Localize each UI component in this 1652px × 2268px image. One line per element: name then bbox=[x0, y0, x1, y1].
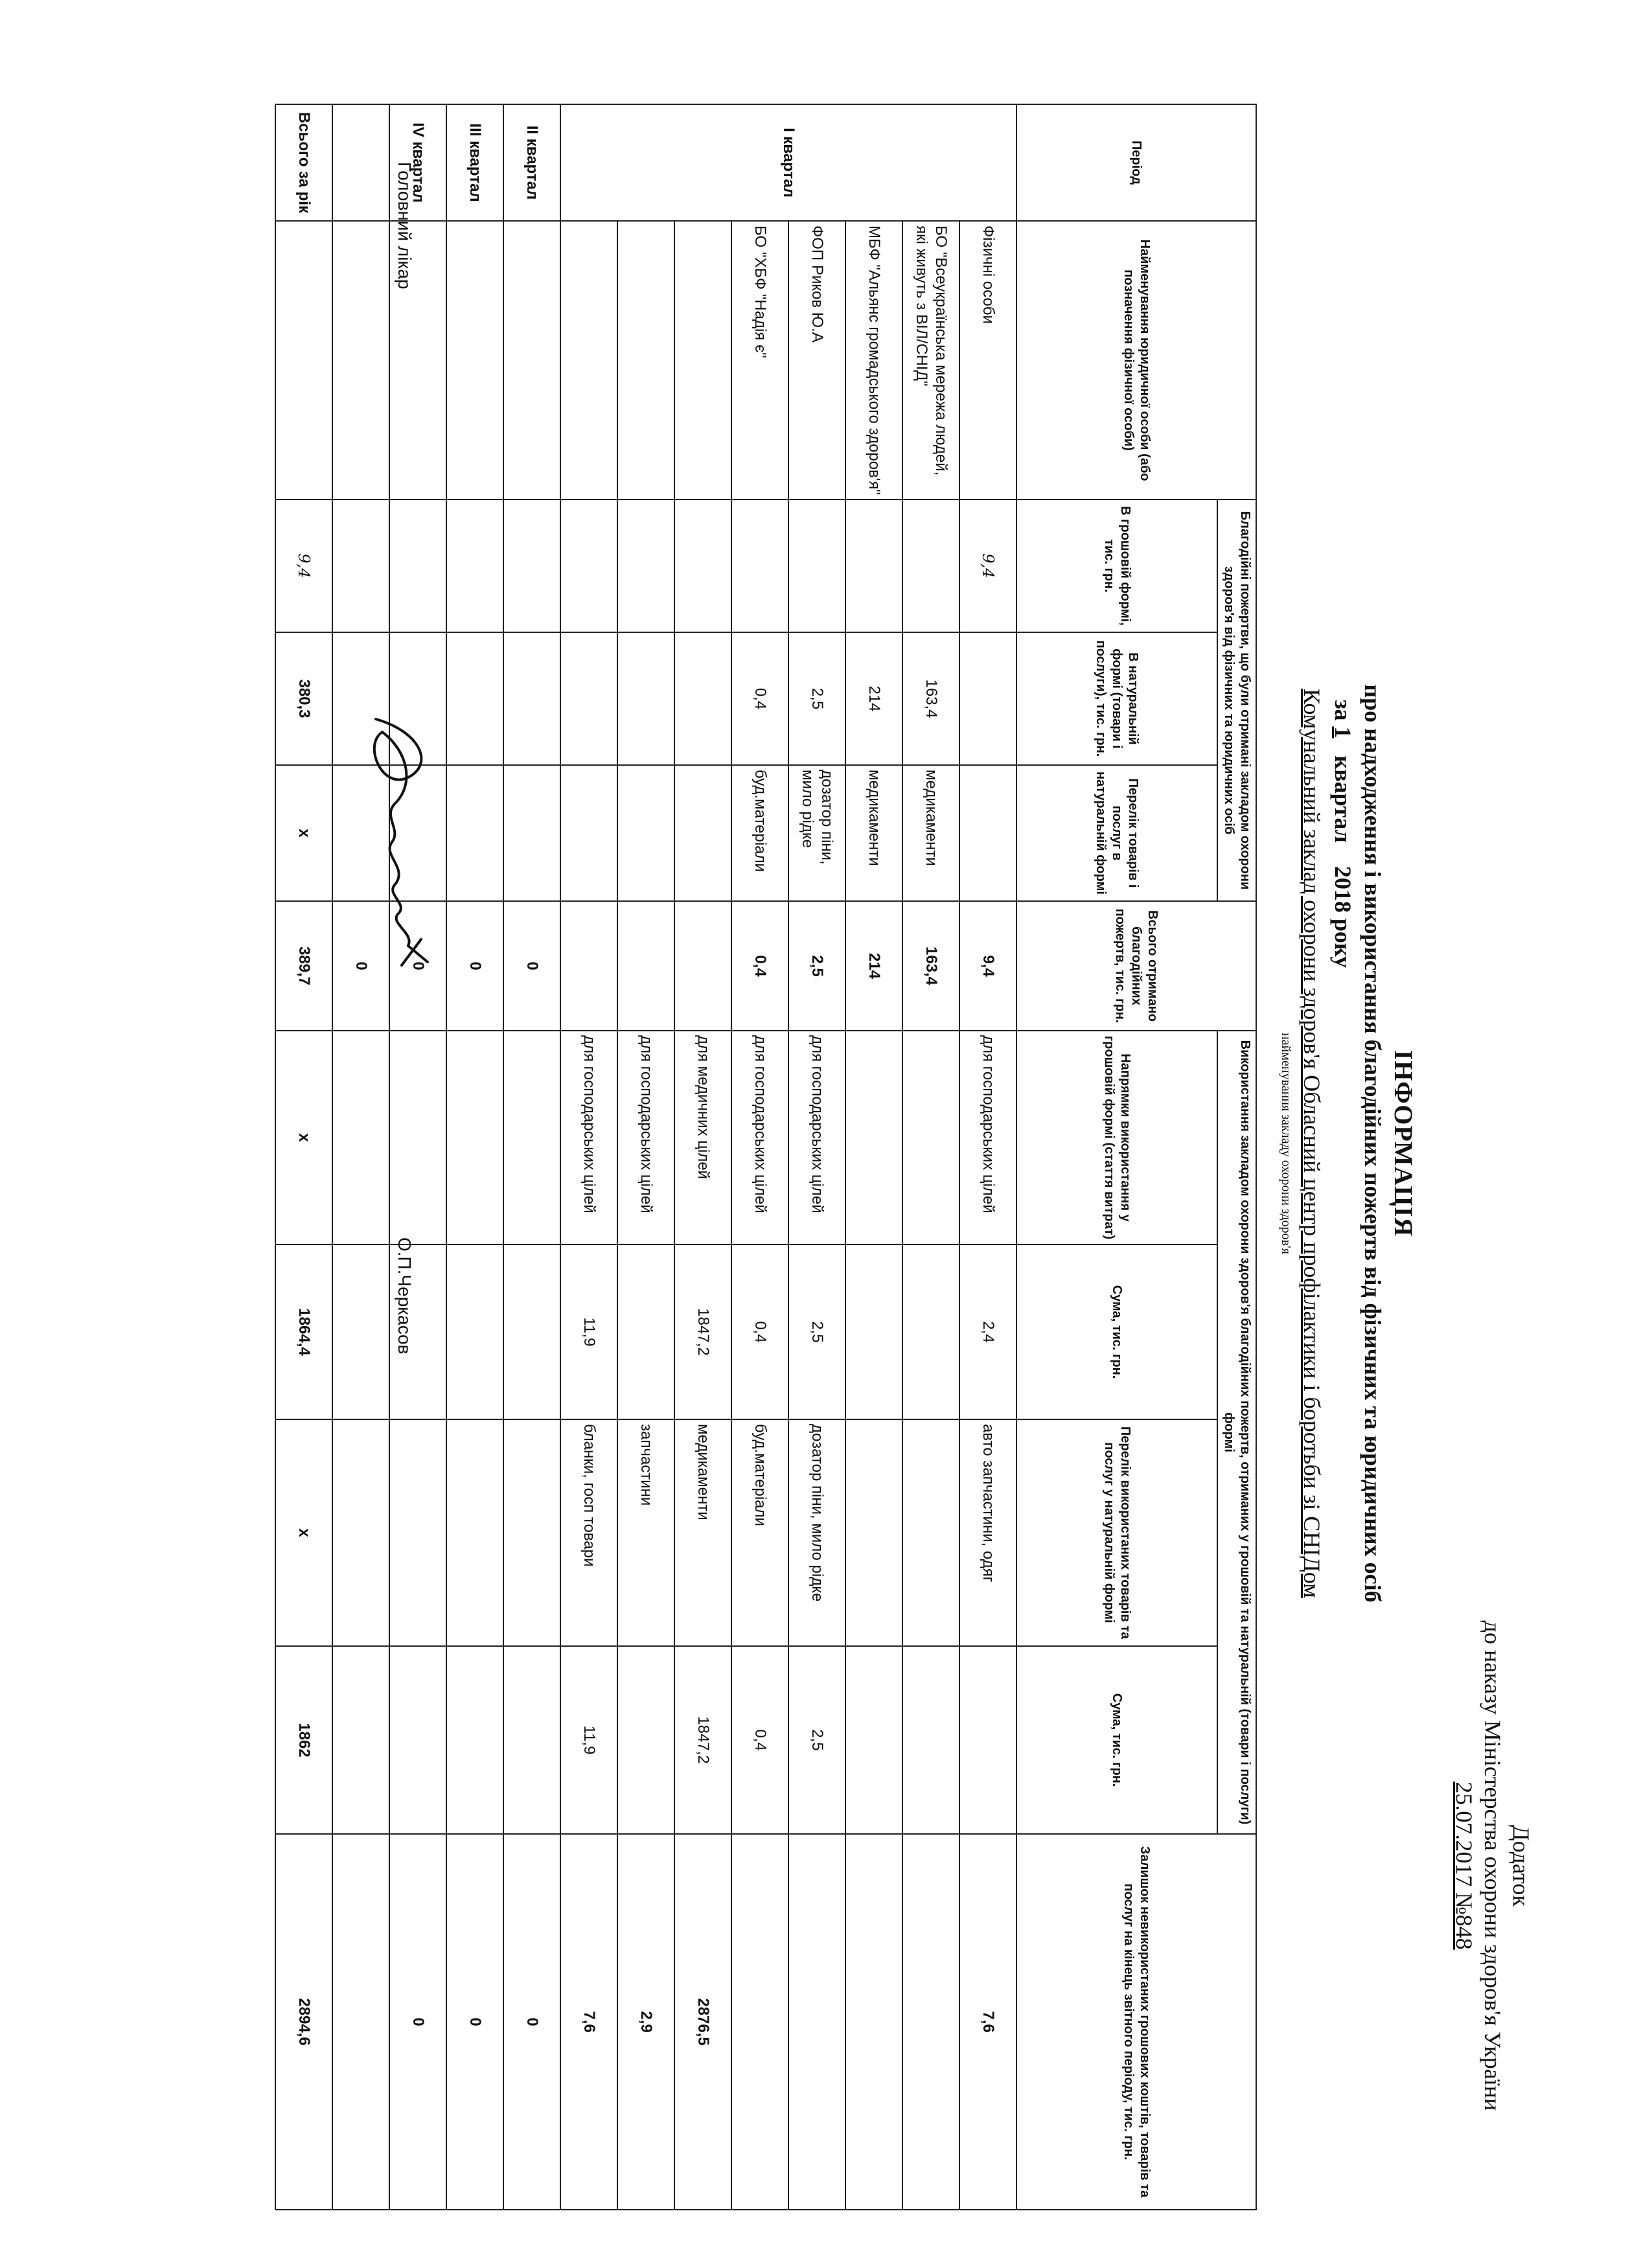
total-value bbox=[617, 901, 674, 1031]
usage-list bbox=[845, 1419, 902, 1646]
kind-list: дозатор піни, мило рідке bbox=[788, 765, 845, 901]
total-list: x bbox=[275, 1419, 332, 1646]
total-kind: 380,3 bbox=[275, 632, 332, 765]
kind-value bbox=[674, 632, 731, 765]
total-dir: x bbox=[275, 1031, 332, 1244]
usage-direction: для господарських цілей bbox=[959, 1031, 1016, 1244]
total-kind-list: x bbox=[275, 765, 332, 901]
kind-value bbox=[617, 632, 674, 765]
total-value: 0 bbox=[389, 901, 446, 1031]
table-row bbox=[959, 104, 1016, 2210]
usage-direction: для господарських цілей bbox=[731, 1031, 788, 1244]
usage-direction bbox=[845, 1031, 902, 1244]
chief-doctor-label: Головний лікар bbox=[395, 162, 415, 290]
quarter-row bbox=[389, 104, 446, 2210]
balance-value: 0 bbox=[503, 1834, 560, 2210]
usage-sum2 bbox=[617, 1646, 674, 1834]
doc-title: ІНФОРМАЦІЯ bbox=[1389, 1049, 1418, 1237]
th-total-received: Всього отримано благодійних пожертв, тис. грн. bbox=[1016, 901, 1256, 1031]
kind-value bbox=[959, 632, 1016, 765]
donor-name bbox=[617, 221, 674, 499]
balance-value bbox=[845, 1834, 902, 2210]
total-sum2: 1862 bbox=[275, 1646, 332, 1834]
balance-value bbox=[332, 1834, 389, 2210]
table-row bbox=[902, 104, 959, 2210]
th-balance: Залишок невикористаних грошових коштів, товарів та послуг на кінець звітного періоду, тис. грн. bbox=[1016, 1834, 1256, 2210]
usage-list: авто запчастини, одяг bbox=[959, 1419, 1016, 1646]
th-usage-sum1: Сума, тис. грн. bbox=[1016, 1244, 1217, 1419]
rotated-page bbox=[295, 58, 1548, 2228]
total-value: 214 bbox=[845, 901, 902, 1031]
donor-name: ФОП Риков Ю.А bbox=[788, 221, 845, 499]
total-value: 0 bbox=[503, 901, 560, 1031]
th-usage-sum2: Сума, тис. грн. bbox=[1016, 1646, 1217, 1834]
th-kind: В натуральній формі (товари і послуги), тис. грн. bbox=[1016, 632, 1217, 765]
usage-sum1: 11,9 bbox=[560, 1244, 617, 1419]
quarter-label: I квартал bbox=[560, 104, 1016, 221]
kind-list: медикаменти bbox=[902, 765, 959, 901]
total-value: 2,5 bbox=[788, 901, 845, 1031]
usage-sum2: 1847,2 bbox=[674, 1646, 731, 1834]
usage-sum2: 2,5 bbox=[788, 1646, 845, 1834]
th-usage-group: Використання закладом охорони здоров'я благодійних пожертв, отриманих у грошовій та натуральній (товари і послуги) формі bbox=[1217, 1031, 1256, 1834]
th-received-group: Благодійні пожертви, що були отримані закладом охорони здоров'я від фізичних та юридичних осіб bbox=[1217, 499, 1256, 901]
balance-value: 0 bbox=[389, 1834, 446, 2210]
donor-name: Фізичні особи bbox=[959, 221, 1016, 499]
usage-sum2 bbox=[902, 1646, 959, 1834]
balance-value: 0 bbox=[446, 1834, 503, 2210]
period-number: 1 bbox=[1330, 726, 1356, 739]
quarter-label bbox=[332, 104, 389, 221]
total-value bbox=[560, 901, 617, 1031]
total-value: 0 bbox=[332, 901, 389, 1031]
usage-sum1: 2,4 bbox=[959, 1244, 1016, 1419]
donations-table bbox=[275, 104, 1257, 2210]
total-value: 163,4 bbox=[902, 901, 959, 1031]
usage-sum1: 1847,2 bbox=[674, 1244, 731, 1419]
cash-value bbox=[674, 499, 731, 632]
cash-value bbox=[731, 499, 788, 632]
total-cash: 9,4 bbox=[275, 499, 332, 632]
usage-sum2 bbox=[845, 1646, 902, 1834]
usage-list: буд.матеріали bbox=[731, 1419, 788, 1646]
kind-list bbox=[959, 765, 1016, 901]
signature-image bbox=[350, 706, 447, 978]
total-value bbox=[674, 901, 731, 1031]
cash-value bbox=[902, 499, 959, 632]
total-row bbox=[275, 104, 332, 2210]
appendix-header bbox=[1450, 1542, 1535, 2190]
quarter-row bbox=[503, 104, 560, 2210]
usage-sum2: 0,4 bbox=[731, 1646, 788, 1834]
donor-name: БО "ХБФ "Надія є" bbox=[731, 221, 788, 499]
cash-value bbox=[617, 499, 674, 632]
usage-direction bbox=[902, 1031, 959, 1244]
th-cash: В грошовій формі, тис. грн. bbox=[1016, 499, 1217, 632]
kind-value: 214 bbox=[845, 632, 902, 765]
kind-value: 0,4 bbox=[731, 632, 788, 765]
cash-value bbox=[560, 499, 617, 632]
kind-list bbox=[674, 765, 731, 901]
balance-value bbox=[902, 1834, 959, 2210]
usage-list: бланки, госп товари bbox=[560, 1419, 617, 1646]
th-usage-dir: Напрямки використання у грошовій формі (стаття витрат) bbox=[1016, 1031, 1217, 1244]
quarter-label: II квартал bbox=[503, 104, 560, 221]
quarter-label: IV квартал bbox=[389, 104, 446, 221]
cash-value bbox=[788, 499, 845, 632]
kind-list: медикаменти bbox=[845, 765, 902, 901]
table-row bbox=[788, 104, 845, 2210]
table-row bbox=[560, 104, 617, 2210]
report-period: за 1 квартал 2018 року bbox=[1330, 700, 1356, 968]
institution-name: Комунальний заклад охорони здоров'я Обласний центр профілактики і боротьби зі СНІДом bbox=[1299, 689, 1325, 1598]
total-value: 0,4 bbox=[731, 901, 788, 1031]
balance-value: 2876,5 bbox=[674, 1834, 731, 2210]
appendix-date: 25.07.2017 №848 bbox=[1451, 1781, 1477, 1950]
total-value: 9,4 bbox=[959, 901, 1016, 1031]
usage-list: медикаменти bbox=[674, 1419, 731, 1646]
appendix-order: до наказу Міністерства охорони здоров'я України bbox=[1480, 1620, 1506, 2111]
usage-sum1: 2,5 bbox=[788, 1244, 845, 1419]
quarter-row bbox=[332, 104, 389, 2210]
cash-value bbox=[845, 499, 902, 632]
kind-list bbox=[617, 765, 674, 901]
usage-list: дозатор піни, мило рідке bbox=[788, 1419, 845, 1646]
table-row bbox=[731, 104, 788, 2210]
usage-sum1 bbox=[845, 1244, 902, 1419]
kind-value: 2,5 bbox=[788, 632, 845, 765]
th-kind-list: Перелік товарів і послуг в натуральній формі bbox=[1016, 765, 1217, 901]
usage-sum1 bbox=[902, 1244, 959, 1419]
total-received: 389,7 bbox=[275, 901, 332, 1031]
donor-name bbox=[674, 221, 731, 499]
doc-subtitle: про надходження і використання благодійних пожертв від фізичних та юридичних осіб bbox=[1360, 684, 1386, 1603]
chief-doctor-name: О.П.Черкасов bbox=[395, 1237, 415, 1355]
donor-name bbox=[560, 221, 617, 499]
kind-value bbox=[560, 632, 617, 765]
usage-direction: для господарських цілей bbox=[617, 1031, 674, 1244]
usage-sum2 bbox=[959, 1646, 1016, 1834]
kind-list: буд.матеріали bbox=[731, 765, 788, 901]
usage-direction: для господарських цілей bbox=[788, 1031, 845, 1244]
usage-sum1 bbox=[617, 1244, 674, 1419]
table-row bbox=[617, 104, 674, 2210]
usage-list: запчастини bbox=[617, 1419, 674, 1646]
th-name: Найменування юридичної особи (або позначення фізичної особи) bbox=[1016, 221, 1256, 499]
quarter-label: III квартал bbox=[446, 104, 503, 221]
balance-value: 7,6 bbox=[560, 1834, 617, 2210]
usage-direction: для господарських цілей bbox=[560, 1031, 617, 1244]
donor-name: БО "Всеукраїнська мережа людей, які живуть з ВІЛ/СНІД" bbox=[902, 221, 959, 499]
balance-value: 2,9 bbox=[617, 1834, 674, 2210]
total-value: 0 bbox=[446, 901, 503, 1031]
total-label: Всього за рік bbox=[275, 104, 332, 221]
total-balance: 2894,6 bbox=[275, 1834, 332, 2210]
usage-sum1: 0,4 bbox=[731, 1244, 788, 1419]
usage-direction: для медичних цілей bbox=[674, 1031, 731, 1244]
th-usage-list: Перелік використаних товарів та послуг у натуральній формі bbox=[1016, 1419, 1217, 1646]
kind-list bbox=[560, 765, 617, 901]
th-period: Період bbox=[1016, 104, 1256, 221]
balance-value: 7,6 bbox=[959, 1834, 1016, 2210]
cash-value: 9,4 bbox=[959, 499, 1016, 632]
quarter-row bbox=[446, 104, 503, 2210]
usage-sum2: 11,9 bbox=[560, 1646, 617, 1834]
table-row bbox=[674, 104, 731, 2210]
total-sum1: 1864,4 bbox=[275, 1244, 332, 1419]
donor-name: МБФ "Альянс громадського здоров'я" bbox=[845, 221, 902, 499]
balance-value bbox=[731, 1834, 788, 2210]
appendix-label: Додаток bbox=[1508, 1825, 1534, 1907]
usage-list bbox=[902, 1419, 959, 1646]
table-row bbox=[845, 104, 902, 2210]
institution-caption: найменування закладу охорони здоров'я bbox=[1279, 1033, 1293, 1254]
balance-value bbox=[788, 1834, 845, 2210]
kind-value: 163,4 bbox=[902, 632, 959, 765]
